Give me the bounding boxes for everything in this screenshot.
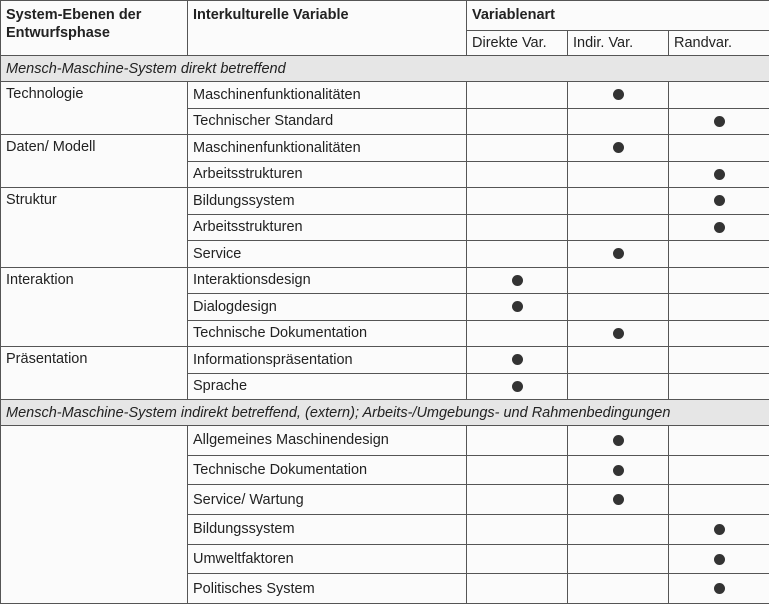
variable-cell: Dialogdesign bbox=[188, 294, 467, 321]
type-cell-indirect bbox=[568, 426, 669, 456]
table-row bbox=[1, 135, 769, 162]
system-level-cell: Interaktion bbox=[1, 267, 188, 347]
type-cell-direct bbox=[467, 214, 568, 241]
header-variable-type: Variablenart bbox=[467, 1, 769, 31]
type-cell-indirect bbox=[568, 135, 669, 162]
type-cell-direct bbox=[467, 455, 568, 485]
bullet-dot-icon bbox=[512, 275, 523, 286]
type-cell-direct bbox=[467, 82, 568, 109]
table-row bbox=[1, 82, 769, 109]
type-cell-direct bbox=[467, 108, 568, 135]
type-cell-marginal bbox=[669, 161, 769, 188]
type-cell-indirect bbox=[568, 214, 669, 241]
variable-cell: Technische Dokumentation bbox=[188, 455, 467, 485]
bullet-dot-icon bbox=[714, 524, 725, 535]
header-system-levels: System-Ebenen der Entwurfsphase bbox=[1, 1, 188, 56]
type-cell-indirect bbox=[568, 347, 669, 374]
table-body bbox=[1, 56, 769, 604]
type-cell-marginal bbox=[669, 135, 769, 162]
bullet-dot-icon bbox=[512, 381, 523, 392]
bullet-dot-icon bbox=[613, 142, 624, 153]
type-cell-direct bbox=[467, 544, 568, 574]
section-title: Mensch-Maschine-System indirekt betreffend, (extern); Arbeits-/Umgebungs- und Rahmenbedingungen bbox=[1, 400, 769, 426]
variable-cell: Arbeitsstrukturen bbox=[188, 161, 467, 188]
type-cell-marginal bbox=[669, 485, 769, 515]
type-cell-indirect bbox=[568, 485, 669, 515]
subheader-direct: Direkte Var. bbox=[467, 31, 568, 56]
variable-cell: Bildungssystem bbox=[188, 188, 467, 215]
type-cell-direct bbox=[467, 347, 568, 374]
bullet-dot-icon bbox=[714, 195, 725, 206]
variable-cell: Technische Dokumentation bbox=[188, 320, 467, 347]
variable-cell: Interaktionsdesign bbox=[188, 267, 467, 294]
bullet-dot-icon bbox=[512, 354, 523, 365]
variable-cell: Service/ Wartung bbox=[188, 485, 467, 515]
bullet-dot-icon bbox=[613, 328, 624, 339]
type-cell-direct bbox=[467, 188, 568, 215]
bullet-dot-icon bbox=[613, 465, 624, 476]
type-cell-indirect bbox=[568, 373, 669, 400]
type-cell-indirect bbox=[568, 241, 669, 268]
bullet-dot-icon bbox=[714, 222, 725, 233]
type-cell-marginal bbox=[669, 214, 769, 241]
type-cell-marginal bbox=[669, 574, 769, 604]
type-cell-direct bbox=[467, 161, 568, 188]
type-cell-indirect bbox=[568, 188, 669, 215]
subheader-marginal: Randvar. bbox=[669, 31, 769, 56]
variable-cell: Maschinenfunktionalitäten bbox=[188, 135, 467, 162]
table-row bbox=[1, 188, 769, 215]
variable-cell: Maschinenfunktionalitäten bbox=[188, 82, 467, 109]
type-cell-indirect bbox=[568, 267, 669, 294]
table-row bbox=[1, 347, 769, 374]
type-cell-marginal bbox=[669, 426, 769, 456]
system-level-cell bbox=[1, 426, 188, 604]
type-cell-indirect bbox=[568, 544, 669, 574]
header-intercultural-variable: Interkulturelle Variable bbox=[188, 1, 467, 56]
type-cell-direct bbox=[467, 574, 568, 604]
bullet-dot-icon bbox=[714, 583, 725, 594]
section-title: Mensch-Maschine-System direkt betreffend bbox=[1, 56, 769, 82]
bullet-dot-icon bbox=[714, 116, 725, 127]
type-cell-indirect bbox=[568, 294, 669, 321]
bullet-dot-icon bbox=[613, 89, 624, 100]
type-cell-marginal bbox=[669, 347, 769, 374]
system-level-cell: Präsentation bbox=[1, 347, 188, 400]
type-cell-marginal bbox=[669, 108, 769, 135]
variable-cell: Sprache bbox=[188, 373, 467, 400]
type-cell-direct bbox=[467, 426, 568, 456]
variable-cell: Allgemeines Maschinendesign bbox=[188, 426, 467, 456]
bullet-dot-icon bbox=[613, 494, 624, 505]
type-cell-indirect bbox=[568, 455, 669, 485]
variable-cell: Service bbox=[188, 241, 467, 268]
type-cell-direct bbox=[467, 267, 568, 294]
variable-cell: Informationspräsentation bbox=[188, 347, 467, 374]
system-level-cell: Struktur bbox=[1, 188, 188, 268]
section-header-row bbox=[1, 400, 769, 426]
variable-cell: Umweltfaktoren bbox=[188, 544, 467, 574]
type-cell-direct bbox=[467, 515, 568, 545]
variable-cell: Politisches System bbox=[188, 574, 467, 604]
type-cell-direct bbox=[467, 485, 568, 515]
type-cell-direct bbox=[467, 294, 568, 321]
subheader-indirect: Indir. Var. bbox=[568, 31, 669, 56]
type-cell-marginal bbox=[669, 320, 769, 347]
type-cell-direct bbox=[467, 241, 568, 268]
type-cell-indirect bbox=[568, 515, 669, 545]
type-cell-marginal bbox=[669, 82, 769, 109]
type-cell-indirect bbox=[568, 82, 669, 109]
type-cell-marginal bbox=[669, 455, 769, 485]
bullet-dot-icon bbox=[613, 248, 624, 259]
type-cell-marginal bbox=[669, 188, 769, 215]
type-cell-marginal bbox=[669, 267, 769, 294]
bullet-dot-icon bbox=[613, 435, 624, 446]
system-level-cell: Technologie bbox=[1, 82, 188, 135]
variable-cell: Bildungssystem bbox=[188, 515, 467, 545]
variable-cell: Arbeitsstrukturen bbox=[188, 214, 467, 241]
type-cell-marginal bbox=[669, 544, 769, 574]
type-cell-direct bbox=[467, 135, 568, 162]
type-cell-direct bbox=[467, 373, 568, 400]
section-header-row bbox=[1, 56, 769, 82]
type-cell-indirect bbox=[568, 320, 669, 347]
type-cell-marginal bbox=[669, 373, 769, 400]
type-cell-indirect bbox=[568, 161, 669, 188]
bullet-dot-icon bbox=[714, 169, 725, 180]
type-cell-marginal bbox=[669, 515, 769, 545]
type-cell-indirect bbox=[568, 108, 669, 135]
bullet-dot-icon bbox=[512, 301, 523, 312]
system-level-cell: Daten/ Modell bbox=[1, 135, 188, 188]
variable-cell: Technischer Standard bbox=[188, 108, 467, 135]
type-cell-direct bbox=[467, 320, 568, 347]
type-cell-indirect bbox=[568, 574, 669, 604]
table-row bbox=[1, 267, 769, 294]
type-cell-marginal bbox=[669, 294, 769, 321]
bullet-dot-icon bbox=[714, 554, 725, 565]
table-row bbox=[1, 426, 769, 456]
type-cell-marginal bbox=[669, 241, 769, 268]
